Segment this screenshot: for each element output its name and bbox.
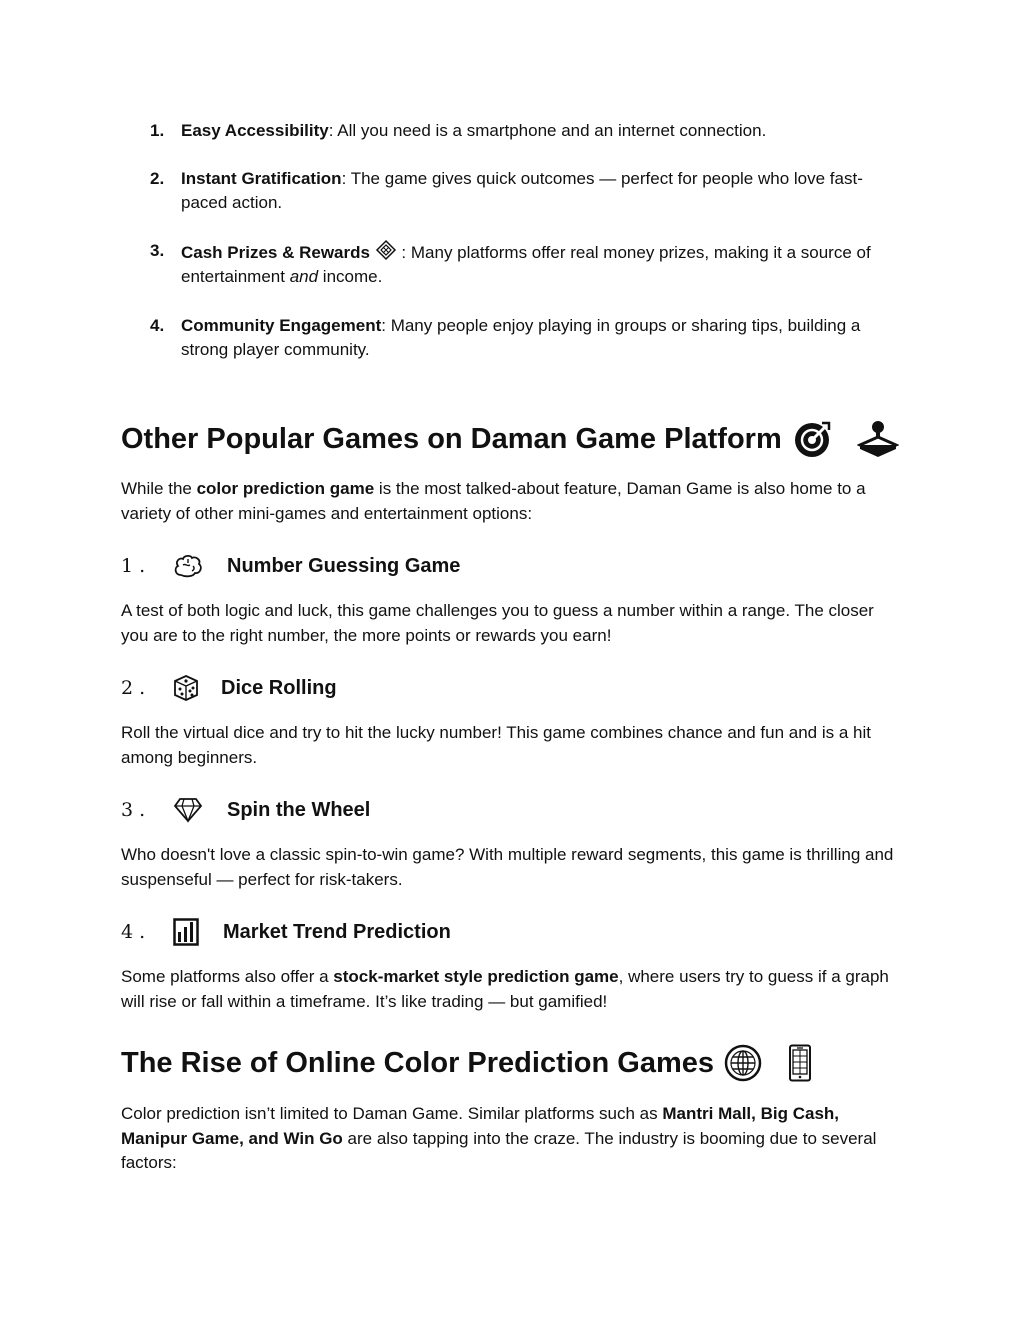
- game-heading: [121, 915, 451, 949]
- heading-text: Other Popular Games on Daman Game Platform: [121, 423, 782, 455]
- list-number: 2.: [150, 168, 165, 188]
- desc-bold: stock-market style prediction game: [333, 967, 619, 986]
- benefit-text: : All you need is a smartphone and an internet connection.: [328, 121, 767, 140]
- list-item: [150, 314, 900, 363]
- list-item: [150, 239, 900, 290]
- game-title: Market Trend Prediction: [223, 920, 451, 943]
- benefit-title: Community Engagement: [181, 315, 382, 335]
- game-number: 1 .: [121, 555, 146, 577]
- game-heading: [121, 793, 370, 827]
- bar-chart-icon: [173, 918, 199, 946]
- globe-icon: [724, 1044, 762, 1082]
- intro-text: are also tapping into the craze. The industry is booming due to several factors:: [121, 1128, 877, 1172]
- game-title: Number Guessing Game: [227, 554, 461, 577]
- intro-bold: color prediction game: [196, 479, 375, 498]
- smartphone-icon: [788, 1044, 812, 1082]
- section-intro: [121, 477, 901, 526]
- game-description: Who doesn't love a classic spin-to-win game? With multiple reward segments, this game is thrilling and suspenseful — perfect for risk-takers.: [121, 845, 894, 889]
- game-description: Roll the virtual dice and try to hit the lucky number! This game combines chance and fun and is a hit among beginners.: [121, 723, 871, 767]
- list-item: [150, 119, 900, 144]
- game-title: Spin the Wheel: [227, 798, 371, 821]
- desc-text: , where users try to guess if a graph will rise or fall within a timeframe. It’s like trading — but gamified!: [121, 967, 889, 1011]
- benefits-list: [150, 119, 900, 363]
- target-icon: [793, 419, 833, 459]
- intro-text: is the most talked-about feature, Daman Game is also home to a variety of other mini-games and entertainment options:: [121, 479, 866, 523]
- benefit-title: Easy Accessibility: [181, 121, 329, 140]
- heading-text: The Rise of Online Color Prediction Games: [121, 1047, 714, 1079]
- brain-icon: [173, 553, 203, 579]
- benefit-text: : Many people enjoy playing in groups or sharing tips, building a strong player community.: [181, 315, 861, 359]
- list-item: [150, 167, 900, 216]
- game-description: [121, 965, 901, 1014]
- dice-icon: [173, 674, 199, 702]
- game-number: 2 .: [121, 677, 146, 699]
- benefit-title: Cash Prizes & Rewards: [181, 242, 370, 262]
- list-number: 4.: [150, 315, 165, 335]
- intro-text: Color prediction isn’t limited to Daman Game. Similar platforms such as: [121, 1104, 663, 1123]
- benefit-emphasis: and: [289, 267, 319, 286]
- section-heading: [121, 419, 899, 459]
- joystick-icon: [857, 419, 899, 459]
- section-intro: [121, 1102, 901, 1176]
- benefit-text: : The game gives quick outcomes — perfect for people who love fast-paced action.: [181, 168, 863, 212]
- game-title: Dice Rolling: [221, 676, 337, 699]
- game-number: 4 .: [121, 921, 146, 943]
- intro-text: While the: [121, 479, 197, 498]
- list-number: 3.: [150, 240, 165, 260]
- intro-bold: Mantri Mall, Big Cash, Manipur Game, and Win Go: [121, 1104, 840, 1148]
- benefit-text: income.: [318, 267, 383, 286]
- game-number: 3 .: [121, 799, 146, 821]
- game-heading: [121, 549, 460, 583]
- game-heading: [121, 671, 337, 705]
- benefit-title: Instant Gratification: [181, 168, 342, 188]
- diamond-icon: [173, 797, 203, 823]
- game-description: A test of both logic and luck, this game challenges you to guess a number within a range. The closer you are to the right number, the more points or rewards you earn!: [121, 601, 874, 645]
- list-number: 1.: [150, 121, 165, 140]
- money-bag-icon: [375, 239, 397, 261]
- section-heading: [121, 1044, 812, 1082]
- benefit-text: : Many platforms offer real money prizes, making it a source of entertainment: [181, 242, 871, 286]
- desc-text: Some platforms also offer a: [121, 967, 334, 986]
